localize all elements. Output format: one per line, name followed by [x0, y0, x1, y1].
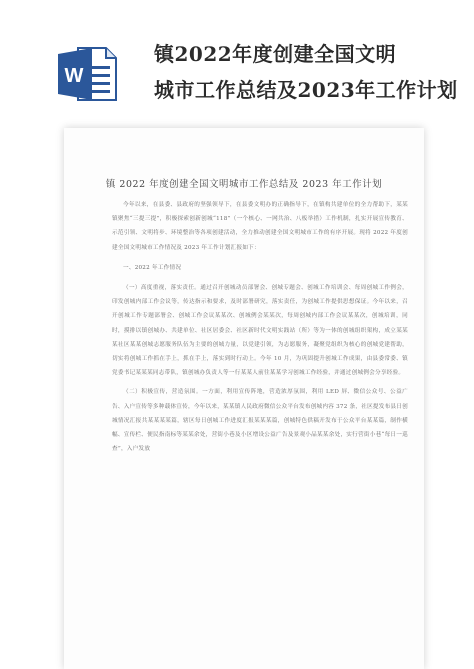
document-body — [112, 198, 408, 456]
document-title: 镇 2022 年度创建全国文明城市工作总结及 2023 年工作计划 — [105, 179, 383, 190]
document-preview[interactable] — [64, 128, 424, 669]
page-title-line-1: 镇2022年度创建全国文明 — [154, 42, 397, 66]
header-banner — [0, 0, 474, 128]
section-heading: 一、2022 年工作情况 — [123, 264, 182, 271]
intro-paragraph: 今年以来，在县委、县政府的坚强领导下，在县委文明办的正确指导下，在镇构共建单位的全力帮助下，某某镇聚焦“三提三提”，积极探索创新创城“118”（一个核心、一网共治、八板举措）工作机制，扎实开展宣传教育、示范引领、文明将步、环境整治等各项创建活动，全力推动创建全国文明城市工作的有序开展。现将 2022 年度创建全国文明城市工作情况及 2023 年工作计划汇报如下： — [112, 202, 408, 251]
item-1-paragraph: （一）高度重视，落实责任。通过召开创城动员部署会、创城专题会、创城工作培训会、每周创城工作例会，印发创城内部工作会议等，传达指示和要求，及时部署研究，落实责任，为创城工作提供思想保证。今年以来，召开创城工作专题部署会、创城工作会议某某次、创城例会某某次，每周创城内部工作会议某某次，创城培训，同时，摸排以镇创城办、共建单位、社区居委会、社区新时代文明实践站（所）等为一体的创城组织架构，成立某某某社区某某创城志愿服务队伍为主要的创城力量，以党建引领，为志愿服务，凝聚党组织为核心的创城党建帮助，切实将创城工作抓在手上，抓在手上，落实到时行动上。今年 10 月，为巩固提升创城工作成果，由县委常委、镇党委书记某某某同志带队，镇创城办负责人等一行某某人前往某某学习创城工作经验，并通过创城例会分享经验。 — [112, 285, 408, 377]
item-2-paragraph: （二）积极宣传，营造氛围。一方面，利用宣传阵地，营造浓厚氛围，利用 LED 屏、微信公众号、公益广告、入户宣传等多种载体宣传，今年以来，某某镇人民政府微信公众平台发布创城内容 372 条，社区提发布县日创城情况汇报共某某某某篇，辖区每日创城工作进度汇报某某某篇，创城特色供稿开发布于公众平台某某篇，制作横幅、宣传栏、便民指南标等某某余处，营街小巷及小区增设公益广告及景观小品某某余处，实行营街小巷“每日一巡查”，入户发放 — [112, 389, 408, 453]
page-title-line-2: 城市工作总结及2023年工作计划 — [154, 78, 458, 102]
word-document-icon — [56, 42, 120, 106]
word-icon-letter: W — [64, 65, 84, 87]
page-title — [154, 36, 466, 108]
